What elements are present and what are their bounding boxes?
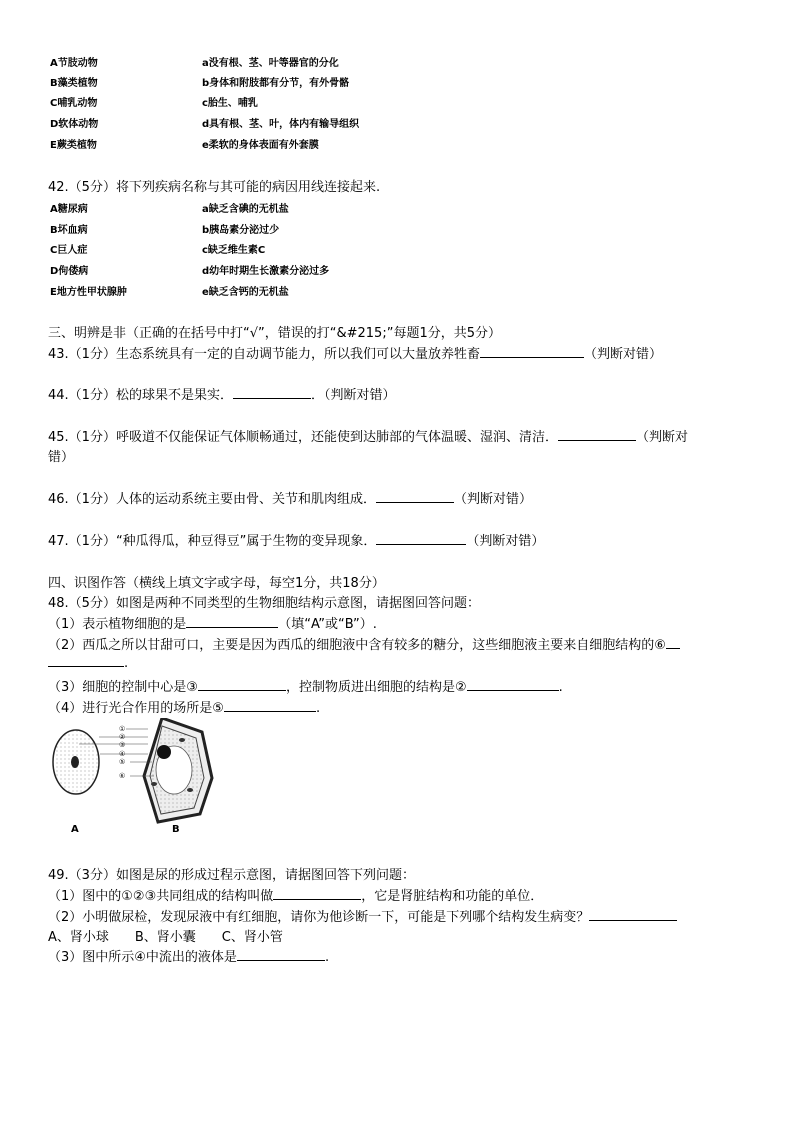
match1-left-b: B藻类植物	[50, 78, 98, 89]
match1-right-e: e柔软的身体表面有外套膜	[202, 140, 319, 151]
q43	[48, 343, 662, 362]
q42-stem: 42.（5分）将下列疾病名称与其可能的病因用线连接起来.	[48, 180, 381, 195]
q42-left-d: D佝偻病	[50, 266, 89, 277]
q42-right-b: b胰岛素分泌过少	[202, 225, 280, 236]
q45-line2: 错）	[48, 450, 75, 465]
q42-right-d: d幼年时期生长激素分泌过多	[202, 266, 330, 277]
q49-1-text: （1）图中的①②③共同组成的结构叫做	[48, 889, 274, 904]
q49-3	[48, 946, 329, 965]
q48-3-suffix: .	[558, 680, 563, 695]
q42-left-b: B坏血病	[50, 225, 88, 236]
q48-1	[48, 613, 377, 632]
q47-answer-blank[interactable]	[376, 532, 466, 545]
section3-heading: 三、明辨是非（正确的在括号中打“√”，错误的打“&#215;”每题1分，共5分）	[48, 326, 501, 341]
cell-a-animal	[53, 730, 99, 794]
q44-suffix: ．（判断对错）	[310, 388, 396, 403]
q45-text: 45.（1分）呼吸道不仅能保证气体顺畅通过，还能使到达肺部的气体温暖、湿润、清洁．	[48, 430, 558, 445]
q48-3-answer-blank-2[interactable]	[467, 678, 559, 691]
section4-heading: 四、识图作答（横线上填文字或字母，每空1分，共18分）	[48, 576, 385, 591]
match1-right-a: a没有根、茎、叶等器官的分化	[202, 58, 339, 69]
q43-answer-blank[interactable]	[480, 345, 584, 358]
q48-4	[48, 697, 320, 716]
fig-caption-a: A	[71, 824, 79, 835]
q48-4-suffix: .	[315, 701, 321, 716]
q43-text: 43.（1分）生态系统具有一定的自动调节能力，所以我们可以大量放养牲畜	[48, 347, 480, 362]
match1-right-c: c胎生、哺乳	[202, 98, 258, 109]
q46-suffix: （判断对错）	[453, 492, 532, 507]
q48-1-suffix: （填“A”或“B”）.	[278, 617, 377, 632]
q47-suffix: （判断对错）	[466, 534, 545, 549]
cell-structure-diagram	[44, 718, 244, 838]
q42-right-c: c缺乏维生素C	[202, 245, 266, 256]
q43-suffix: （判断对错）	[583, 347, 662, 362]
q49-2-answer-blank[interactable]	[589, 908, 677, 921]
q48-2	[48, 634, 680, 653]
q48-1-text: （1）表示植物细胞的是	[48, 617, 187, 632]
q49-stem: 49.（3分）如图是尿的形成过程示意图，请据图回答下列问题：	[48, 868, 415, 883]
fig-label-5: ⑤	[119, 758, 126, 766]
q48-2-answer-blank-start[interactable]	[666, 636, 680, 649]
q44	[48, 384, 395, 403]
fig-label-4: ④	[119, 750, 126, 758]
q49-1	[48, 885, 543, 904]
q48-3-text: （3）细胞的控制中心是③	[48, 680, 198, 695]
match1-left-d: D软体动物	[50, 119, 99, 130]
match1-left-c: C哺乳动物	[50, 98, 98, 109]
q48-4-text: （4）进行光合作用的场所是⑤	[48, 701, 224, 716]
q49-1-answer-blank[interactable]	[273, 887, 361, 900]
q49-3-answer-blank[interactable]	[237, 948, 325, 961]
q42-right-e: e缺乏含钙的无机盐	[202, 287, 289, 298]
q48-3-mid: ，控制物质进出细胞的结构是②	[285, 680, 467, 695]
q48-3-answer-blank-1[interactable]	[198, 678, 286, 691]
q44-text: 44.（1分）松的球果不是果实．	[48, 388, 233, 403]
q48-1-answer-blank[interactable]	[186, 615, 278, 628]
q45-suffix: （判断对	[635, 430, 688, 445]
q42-right-a: a缺乏含碘的无机盐	[202, 204, 289, 215]
q49-2-options: A、肾小球 B、肾小囊 C、肾小管	[48, 930, 283, 945]
q42-left-a: A糖尿病	[50, 204, 88, 215]
q48-stem: 48.（5分）如图是两种不同类型的生物细胞结构示意图，请据图回答问题：	[48, 596, 480, 611]
q48-3	[48, 676, 563, 695]
q49-3-text: （3）图中所示④中流出的液体是	[48, 950, 237, 965]
q46-text: 46.（1分）人体的运动系统主要由骨、关节和肌肉组成．	[48, 492, 376, 507]
cell-b-plant	[144, 718, 212, 822]
fig-label-6: ⑥	[119, 772, 126, 780]
q46-answer-blank[interactable]	[376, 490, 454, 503]
q47	[48, 530, 544, 549]
q48-2-text: （2）西瓜之所以甘甜可口，主要是因为西瓜的细胞液中含有较多的糖分，这些细胞液主要来自细胞结构的⑥	[48, 638, 666, 653]
q45-answer-blank[interactable]	[558, 428, 636, 441]
q42-left-e: E地方性甲状腺肿	[50, 287, 127, 298]
q49-2	[48, 906, 677, 925]
match1-right-d: d具有根、茎、叶，体内有输导组织	[202, 119, 360, 130]
q49-1-suffix: ，它是肾脏结构和功能的单位．	[361, 889, 544, 904]
q44-answer-blank[interactable]	[233, 386, 311, 399]
match1-left-a: A节肢动物	[50, 58, 98, 69]
fig-label-2: ②	[119, 733, 126, 741]
q46	[48, 488, 532, 507]
q42-left-c: C巨人症	[50, 245, 88, 256]
q48-2-answer-blank-end[interactable]	[48, 654, 124, 667]
q45	[48, 426, 688, 445]
q48-2-cont: .	[48, 654, 128, 671]
match1-right-b: b身体和附肢都有分节，有外骨骼	[202, 78, 350, 89]
fig-caption-b: B	[172, 824, 180, 835]
q47-text: 47.（1分）“种瓜得瓜，种豆得豆”属于生物的变异现象．	[48, 534, 377, 549]
q48-4-answer-blank[interactable]	[224, 699, 316, 712]
match1-left-e: E蕨类植物	[50, 140, 97, 151]
q49-2-text: （2）小明做尿检，发现尿液中有红细胞，请你为他诊断一下，可能是下列哪个结构发生病变？	[48, 910, 590, 925]
fig-label-1: ①	[119, 725, 126, 733]
q49-3-suffix: .	[324, 950, 330, 965]
fig-label-3: ③	[119, 741, 126, 749]
